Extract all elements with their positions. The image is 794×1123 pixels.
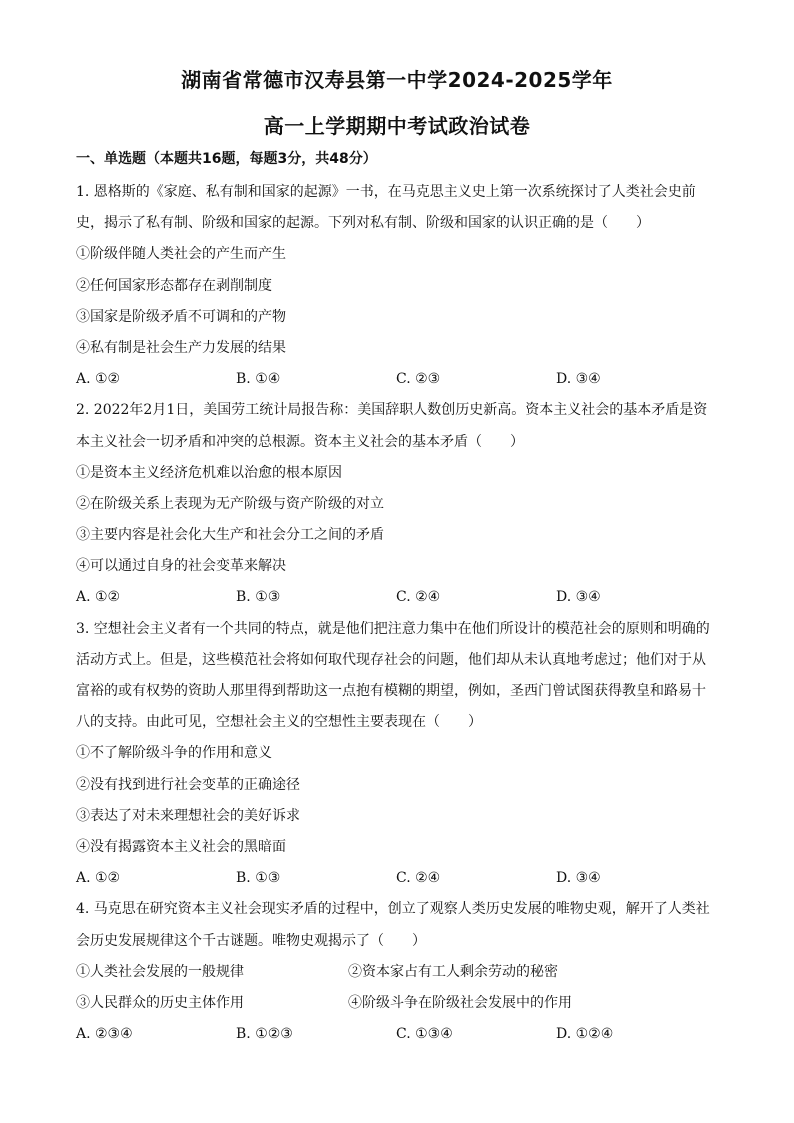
- answer-options: [76, 582, 716, 613]
- statement-item: ②在阶级关系上表现为无产阶级与资产阶级的对立: [76, 495, 384, 512]
- option-d: D. ③④: [556, 371, 601, 388]
- answer-options: [76, 1019, 716, 1050]
- statement-item: ①是资本主义经济危机难以治愈的根本原因: [76, 464, 342, 481]
- statement-item: ①人类社会发展的一般规律: [76, 963, 244, 980]
- option-c: C. ②④: [396, 589, 441, 606]
- statement-item: ①阶级伴随人类社会的产生而产生: [76, 246, 286, 263]
- question-stem-line: 八的支持。由此可见，空想社会主义的空想性主要表现在（ ）: [76, 714, 482, 731]
- statement-item: ③表达了对未来理想社会的美好诉求: [76, 807, 300, 824]
- statement-item: ③主要内容是社会化大生产和社会分工之间的矛盾: [76, 527, 384, 544]
- statement-item: ④可以通过自身的社会变革来解决: [76, 558, 286, 575]
- question-2: [76, 395, 716, 613]
- question-stem-line: 3. 空想社会主义者有一个共同的特点，就是他们把注意力集中在他们所设计的模范社会的原则和明确的: [76, 620, 710, 637]
- question-4: [76, 894, 716, 1050]
- statement-row: [76, 988, 716, 1019]
- section-heading: 一、单选题（本题共16题，每题3分，共48分）: [76, 151, 377, 167]
- statement-item: ④私有制是社会生产力发展的结果: [76, 339, 286, 356]
- exam-title-line2: 高一上学期期中考试政治试卷: [263, 114, 531, 138]
- question-stem-line: 2. 2022年2月1日，美国劳工统计局报告称：美国辞职人数创历史新高。资本主义社会的基本矛盾是资: [76, 402, 708, 419]
- question-stem-line: 活动方式上。但是，这些模范社会将如何取代现存社会的问题，他们却从未认真地考虑过；他们对于从: [76, 651, 706, 668]
- option-d: D. ③④: [556, 870, 601, 887]
- option-a: A. ①②: [76, 870, 121, 887]
- option-c: C. ②③: [396, 371, 441, 388]
- statement-item: ②资本家占有工人剩余劳动的秘密: [348, 963, 558, 980]
- question-stem-line: 会历史发展规律这个千古谜题。唯物史观揭示了（ ）: [76, 932, 426, 949]
- statement-item: ③人民群众的历史主体作用: [76, 994, 244, 1011]
- option-a: A. ②③④: [76, 1026, 133, 1043]
- statement-item: ④阶级斗争在阶级社会发展中的作用: [348, 994, 572, 1011]
- option-c: C. ②④: [396, 870, 441, 887]
- answer-options: [76, 863, 716, 894]
- statement-item: ③国家是阶级矛盾不可调和的产物: [76, 308, 286, 325]
- option-b: B. ①④: [236, 371, 281, 388]
- option-b: B. ①③: [236, 589, 281, 606]
- statement-item: ②没有找到进行社会变革的正确途径: [76, 776, 300, 793]
- question-stem-line: 富裕的或有权势的资助人那里得到帮助这一点抱有模糊的期望，例如，圣西门曾试图获得教皇和路易十: [76, 683, 706, 699]
- question-1: [76, 177, 716, 395]
- exam-title-line1: 湖南省常德市汉寿县第一中学2024-2025学年: [181, 68, 613, 92]
- statement-item: ④没有揭露资本主义社会的黑暗面: [76, 838, 286, 855]
- option-d: D. ③④: [556, 589, 601, 606]
- question-stem-line: 4. 马克思在研究资本主义社会现实矛盾的过程中，创立了观察人类历史发展的唯物史观，解开了人类社: [76, 901, 710, 918]
- option-d: D. ①②④: [556, 1026, 614, 1043]
- question-stem-line: 本主义社会一切矛盾和冲突的总根源。资本主义社会的基本矛盾（ ）: [76, 433, 524, 450]
- statement-row: [76, 957, 716, 988]
- question-stem-line: 史，揭示了私有制、阶级和国家的起源。下列对私有制、阶级和国家的认识正确的是（ ）: [76, 215, 650, 232]
- option-b: B. ①②③: [236, 1026, 293, 1043]
- question-list: [76, 177, 716, 1050]
- statement-item: ②任何国家形态都存在剥削制度: [76, 277, 272, 294]
- option-b: B. ①③: [236, 870, 281, 887]
- question-stem-line: 1. 恩格斯的《家庭、私有制和国家的起源》一书，在马克思主义史上第一次系统探讨了人类社会史前: [76, 184, 696, 200]
- option-a: A. ①②: [76, 589, 121, 606]
- answer-options: [76, 364, 716, 395]
- question-3: [76, 614, 716, 895]
- option-a: A. ①②: [76, 371, 121, 388]
- option-c: C. ①③④: [396, 1026, 453, 1043]
- statement-item: ①不了解阶级斗争的作用和意义: [76, 745, 272, 762]
